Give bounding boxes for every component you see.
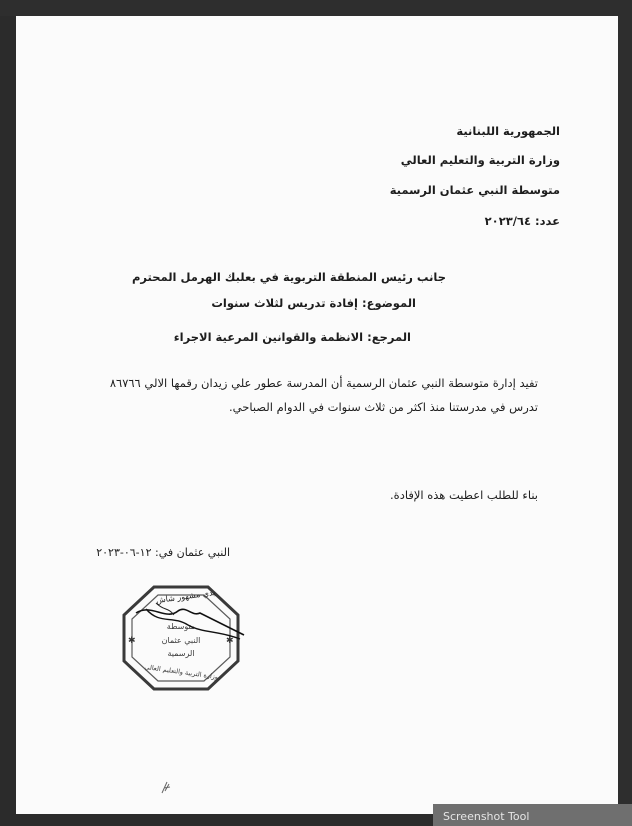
- header-republic: الجمهورية اللبنانية: [456, 124, 560, 138]
- official-stamp: [116, 581, 246, 696]
- addressee: جانب رئيس المنطقة التربوية في بعلبك الهرمل المحترم: [131, 270, 446, 284]
- viewer-top-bar: [0, 0, 632, 16]
- number-label: عدد:: [535, 214, 560, 228]
- reference-line: [174, 330, 411, 344]
- subject-line: [211, 296, 416, 310]
- small-mark: [159, 779, 173, 795]
- stamp-outer-text: وزارة التربية والتعليم العالي: [143, 662, 219, 682]
- place-date-label: النبي عثمان في:: [154, 546, 230, 559]
- stamp-inner-1: متوسطة: [166, 622, 196, 631]
- reference-text: الانظمة والقوانين المرعية الاجراء: [173, 330, 364, 344]
- body-line-2: تدرس في مدرستنا منذ اكثر من ثلاث سنوات في الدوام الصباحي.: [228, 400, 538, 414]
- number-value: ٢٠٢٣/٦٤: [484, 214, 531, 228]
- signer-name: يدي مشهور شاش: [155, 587, 216, 606]
- signature-date: ١٢-٠٦-٢٠٢٣: [96, 546, 152, 559]
- screenshot-tool-overlay[interactable]: Screenshot Tool: [433, 804, 632, 826]
- stamp-inner-3: الرسمية: [167, 649, 195, 658]
- body-line-1: تفيد إدارة متوسطة النبي عثمان الرسمية أن المدرسة عطور علي زيدان رقمها الالي ٨٦٧٦٦: [109, 376, 538, 390]
- subject-label: الموضوع:: [362, 296, 416, 310]
- header-school: متوسطة النبي عثمان الرسمية: [389, 183, 560, 197]
- reference-label: المرجع:: [367, 330, 411, 344]
- closing-line: بناء للطلب اعطيت هذه الإفادة.: [390, 488, 538, 502]
- reference-number: [485, 214, 560, 228]
- viewer-side-bar: [616, 0, 632, 826]
- header-ministry: وزارة التربية والتعليم العالي: [400, 153, 560, 167]
- document-page: [16, 16, 618, 814]
- place-date-line: [96, 546, 230, 559]
- stamp-inner-2: النبي عثمان: [161, 636, 201, 645]
- subject-text: إفادة تدريس لثلاث سنوات: [211, 296, 359, 310]
- svg-text:✱: ✱: [128, 636, 136, 646]
- svg-text:✱: ✱: [226, 636, 234, 646]
